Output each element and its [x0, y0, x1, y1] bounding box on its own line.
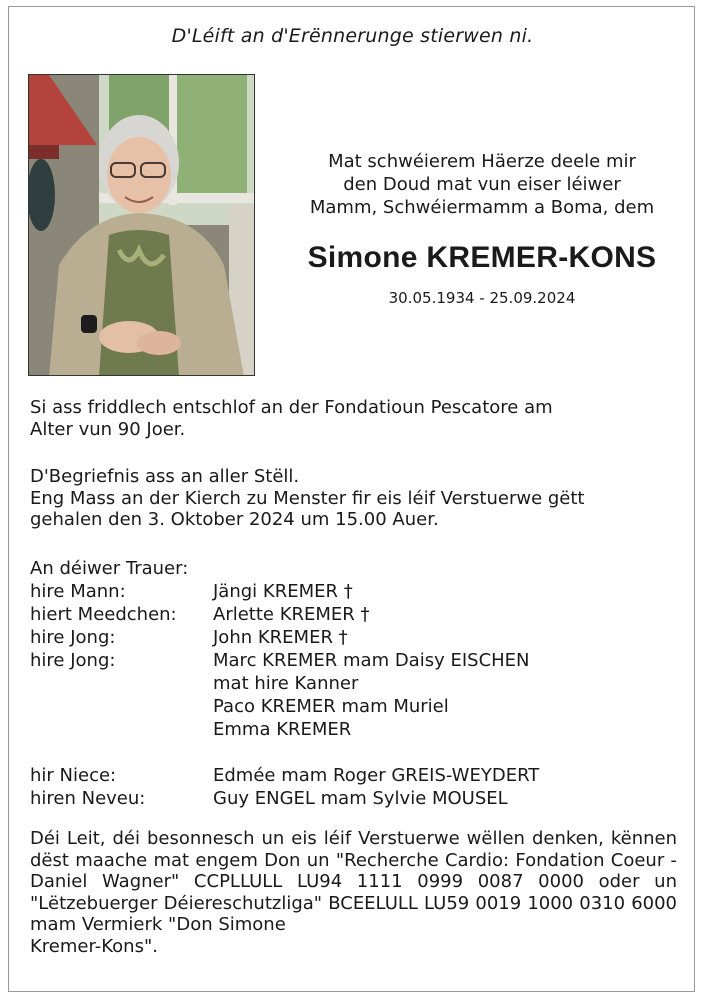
mourner-name: Arlette KREMER † [213, 604, 370, 625]
mourner-row [30, 626, 539, 649]
life-dates: 30.05.1934 - 25.09.2024 [388, 289, 576, 307]
funeral-paragraph [30, 466, 677, 531]
relative-row [30, 764, 539, 787]
passing-text: Si ass friddlech entschlof an der Fondatioun Pescatore am [30, 397, 553, 418]
motto: D'Léift an d'Erënnerunge stierwen ni. [171, 25, 534, 47]
passing-text-last: Alter vun 90 Joer. [30, 418, 186, 440]
mourner-relation: hire Jong: [30, 627, 116, 648]
intro-line: den Doud mat vun eiser léiwer [343, 174, 621, 195]
relative-row [30, 787, 539, 810]
mourner-name: Marc KREMER mam Daisy EISCHEN [213, 650, 530, 671]
donation-text: Déi Leit, déi besonnesch un eis léif Verstuerwe wëllen denken, kënnen dëst maache mat engem Don un "Recherche Cardio: Fondation Coeur - Daniel Wagner" CCPLLULL LU94 1111 0999 0087 0000 oder un "Lëtzebuerger Déiereschutzliga" BCEELULL LU59 0019 1000 0310 6000 mam Vermierk "Don Simone [30, 828, 677, 935]
portrait-photo [28, 74, 255, 376]
relative-relation: hiren Neveu: [30, 788, 146, 809]
spacer [30, 741, 539, 764]
intro-line: Mamm, Schwéiermamm a Boma, dem [309, 197, 655, 218]
funeral-line: gehalen den 3. Oktober 2024 um 15.00 Auer. [30, 509, 439, 530]
relative-relation: hir Niece: [30, 765, 117, 786]
passing-paragraph [30, 397, 677, 440]
mourner-name: Emma KREMER [213, 719, 352, 740]
mourners-title: An déiwer Trauer: [30, 558, 189, 579]
mourner-relation: hiert Meedchen: [30, 604, 177, 625]
mourner-name: Jängi KREMER † [213, 581, 353, 602]
donation-paragraph [30, 828, 677, 957]
mourner-names [213, 649, 530, 741]
relative-name: Edmée mam Roger GREIS-WEYDERT [213, 765, 540, 786]
mourners-list [30, 557, 539, 810]
funeral-line: Eng Mass an der Kierch zu Menster fir eis léif Verstuerwe gëtt [30, 487, 585, 509]
intro-line: Mat schwéierem Häerze deele mir [328, 151, 636, 172]
donation-text-last: Kremer-Kons". [30, 935, 158, 957]
deceased-name: Simone KREMER-KONS [307, 241, 657, 274]
funeral-line: D'Begriefnis ass an aller Stëll. [30, 466, 300, 487]
mourner-row [30, 649, 539, 741]
mourner-name: Paco KREMER mam Muriel [213, 696, 449, 717]
mourner-relation: hire Mann: [30, 581, 126, 602]
mourner-row [30, 580, 539, 603]
relative-name: Guy ENGEL mam Sylvie MOUSEL [213, 788, 508, 809]
mourner-row [30, 603, 539, 626]
mourner-name: mat hire Kanner [213, 673, 359, 694]
mourner-relation: hire Jong: [30, 650, 116, 671]
intro-text [270, 150, 694, 219]
mourner-name: John KREMER † [213, 627, 348, 648]
